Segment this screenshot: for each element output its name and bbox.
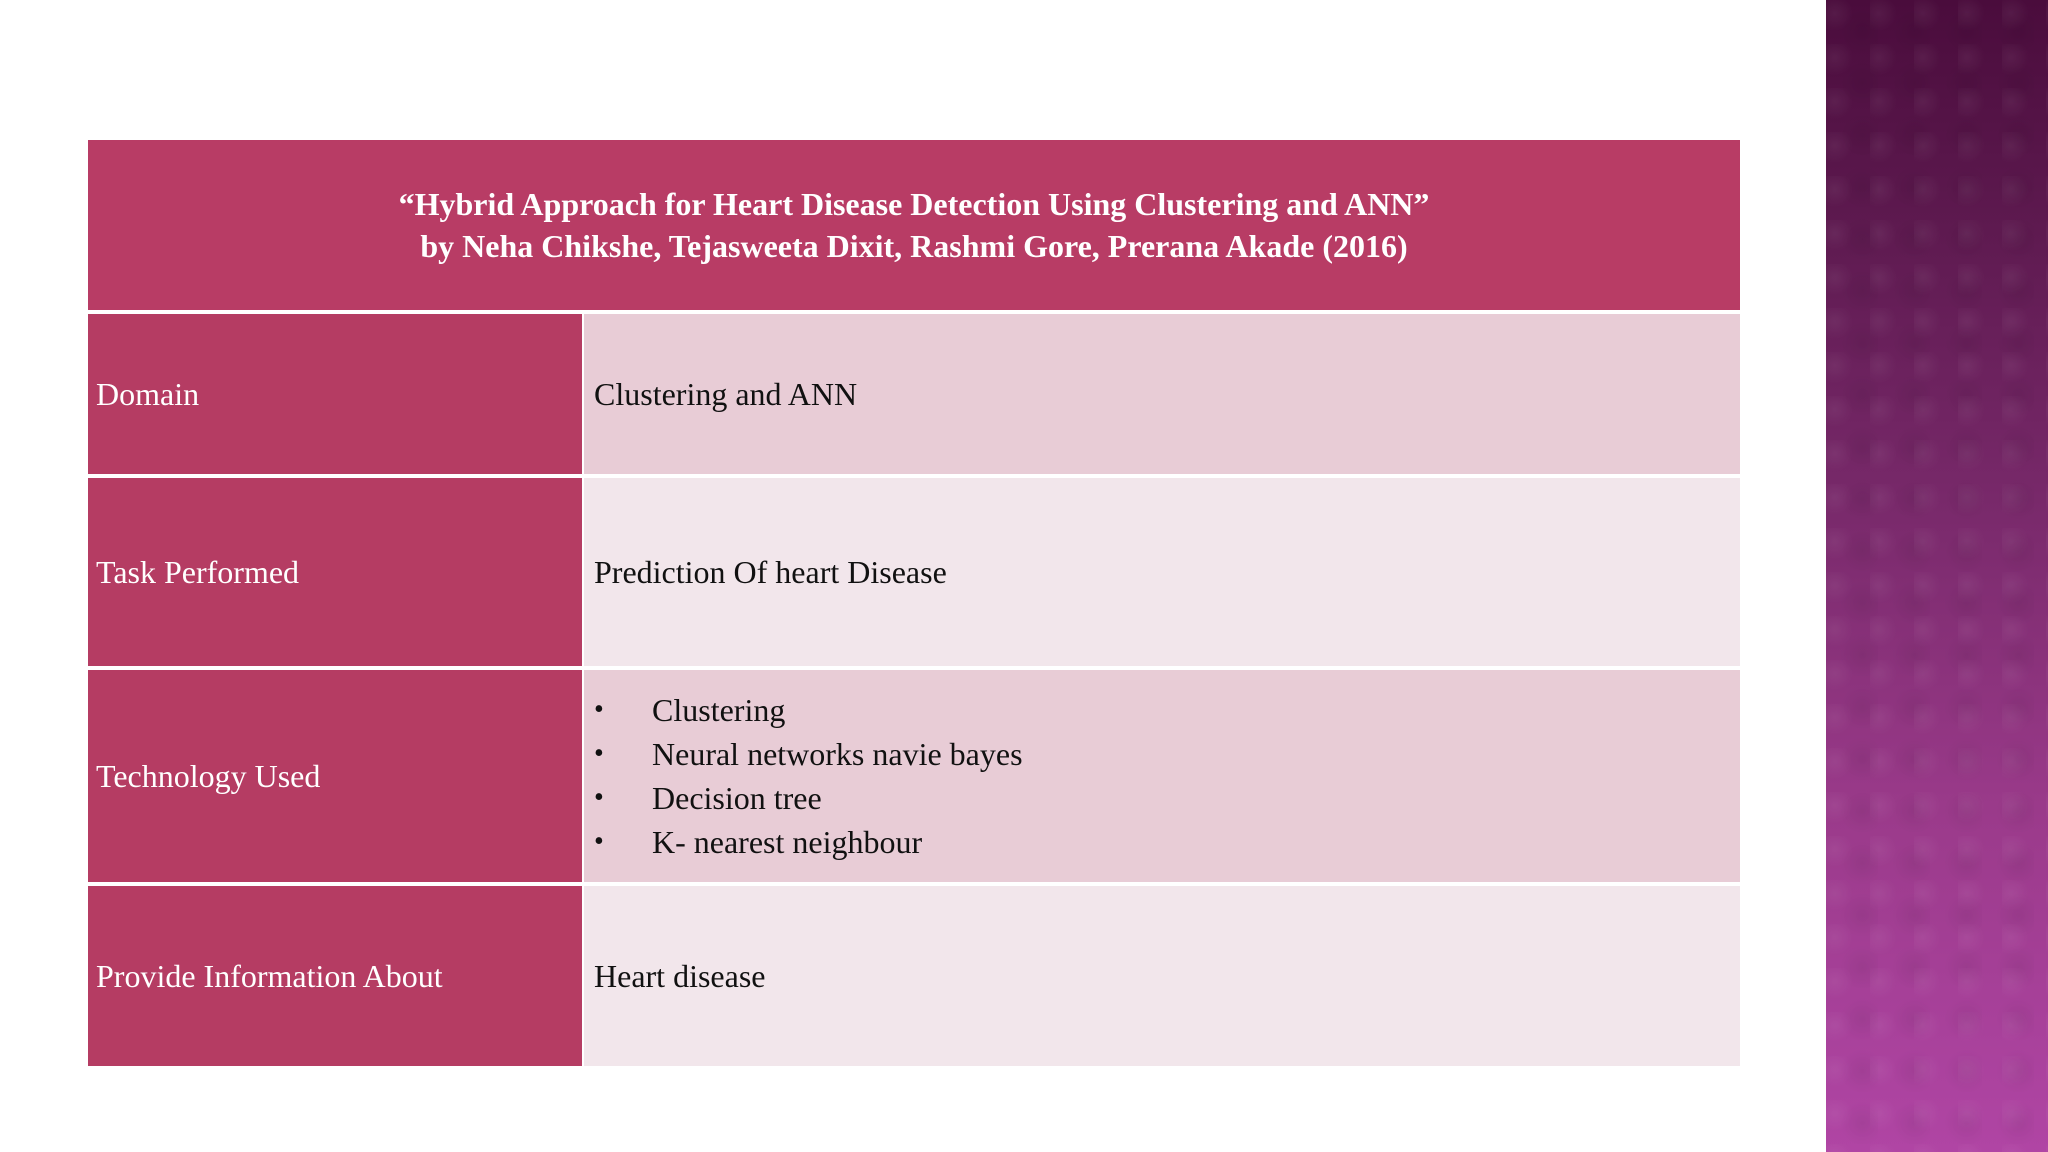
list-item-text: Neural networks navie bayes	[652, 736, 1023, 772]
paper-summary-table	[88, 140, 1740, 1066]
row-label-info: Provide Information About	[88, 886, 584, 1066]
row-value-task: Prediction Of heart Disease	[584, 478, 1740, 666]
row-value-domain: Clustering and ANN	[584, 314, 1740, 474]
technology-list	[594, 688, 1023, 864]
table-header	[88, 140, 1740, 310]
paper-authors: by Neha Chikshe, Tejasweeta Dixit, Rashmi Gore, Prerana Akade (2016)	[420, 228, 1408, 264]
row-label-domain: Domain	[88, 314, 584, 474]
row-label-technology: Technology Used	[88, 670, 584, 882]
bullet-icon: •	[594, 782, 604, 813]
list-item-text: Decision tree	[652, 780, 822, 816]
list-item	[594, 776, 1023, 820]
list-item-text: K- nearest neighbour	[652, 824, 923, 860]
list-item	[594, 732, 1023, 776]
table-row-domain	[88, 310, 1740, 474]
table-row-technology	[88, 666, 1740, 882]
row-label-task: Task Performed	[88, 478, 584, 666]
bullet-icon: •	[594, 826, 604, 857]
side-panel-texture	[1826, 0, 2048, 1152]
bullet-icon: •	[594, 694, 604, 725]
list-item-text: Clustering	[652, 692, 786, 728]
row-value-info: Heart disease	[584, 886, 1740, 1066]
bullet-icon: •	[594, 738, 604, 769]
row-value-technology	[584, 670, 1740, 882]
list-item	[594, 820, 1023, 864]
table-row-info	[88, 882, 1740, 1066]
list-item	[594, 688, 1023, 732]
table-row-task	[88, 474, 1740, 666]
decorative-side-panel	[1826, 0, 2048, 1152]
paper-title: “Hybrid Approach for Heart Disease Detection Using Clustering and ANN”	[398, 186, 1430, 222]
